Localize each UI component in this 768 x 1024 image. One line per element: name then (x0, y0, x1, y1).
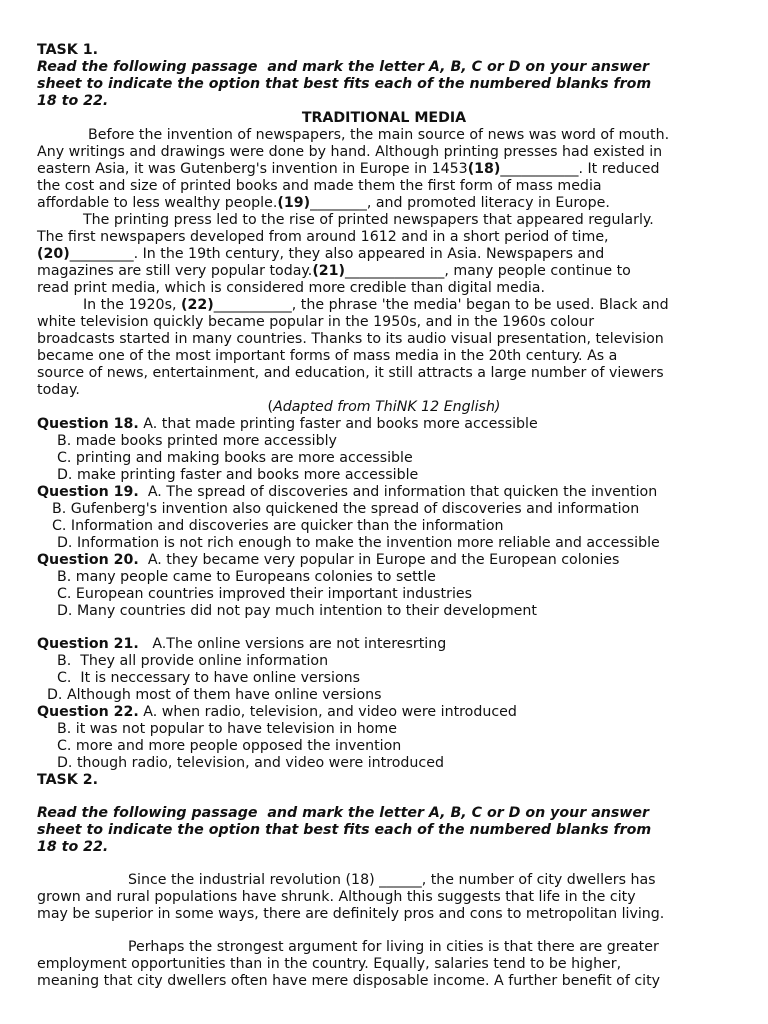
passage-line: broadcasts started in many countries. Thanks to its audio visual presentation, television (37, 331, 664, 347)
blank-number-19: (19) (277, 195, 311, 211)
blank-number-22: (22) (181, 297, 214, 313)
answer-option: C. European countries improved their important industries (57, 586, 473, 602)
task2-instruction-line: Read the following passage and mark the letter A, B, C or D on your answer (37, 805, 650, 821)
question-18: Question 18. A. that made printing faster and books more accessible (37, 416, 538, 432)
answer-option: C. It is neccessary to have online versions (57, 670, 361, 686)
passage-line: source of news, entertainment, and education, it still attracts a large number of viewers (37, 365, 664, 381)
answer-option: C. more and more people opposed the invention (57, 738, 402, 754)
answer-option: B. Gufenberg's invention also quickened the spread of discoveries and information (52, 501, 640, 517)
passage-line: white television quickly became popular in the 1950s, and in the 1960s colour (37, 314, 595, 330)
passage-line: read print media, which is considered more credible than digital media. (37, 280, 545, 296)
task1-instruction-line: Read the following passage and mark the letter A, B, C or D on your answer (37, 59, 650, 75)
answer-option: D. make printing faster and books more accessible (57, 467, 419, 483)
task2-instruction-line: sheet to indicate the option that best fits each of the numbered blanks from (37, 822, 652, 838)
blank-number-21: (21) (312, 263, 346, 279)
passage-line: Before the invention of newspapers, the main source of news was word of mouth. (88, 127, 670, 143)
answer-option: D. Information is not rich enough to make the invention more reliable and accessible (57, 535, 660, 551)
passage2-line: may be superior in some ways, there are definitely pros and cons to metropolitan living. (37, 906, 665, 922)
passage-line: Any writings and drawings were done by hand. Although printing presses had existed in (37, 144, 663, 160)
task1-instruction-line: 18 to 22. (37, 93, 109, 109)
passage2-line: employment opportunities than in the country. Equally, salaries tend to be higher, (37, 956, 622, 972)
passage2-line: Perhaps the strongest argument for living in cities is that there are greater (128, 939, 659, 955)
question-21: Question 21. A.The online versions are not interesrting (37, 636, 447, 652)
passage-title: TRADITIONAL MEDIA (301, 110, 467, 126)
answer-option: B. They all provide online information (57, 653, 329, 669)
passage-line: affordable to less wealthy people.(19)________, and promoted literacy in Europe. (37, 195, 610, 211)
answer-option: B. made books printed more accessibly (57, 433, 337, 449)
answer-option: D. Although most of them have online versions (47, 687, 382, 703)
answer-option: B. many people came to Europeans colonies to settle (57, 569, 436, 585)
passage-line: The printing press led to the rise of printed newspapers that appeared regularly. (83, 212, 654, 228)
answer-option: C. Information and discoveries are quicker than the information (52, 518, 504, 534)
source-citation: (Adapted from ThiNK 12 English) (267, 399, 501, 415)
question-19: Question 19. A. The spread of discoveries and information that quicken the invention (37, 484, 658, 500)
task1-instruction-line: sheet to indicate the option that best fits each of the numbered blanks from (37, 76, 652, 92)
passage-line: (20)_________. In the 19th century, they also appeared in Asia. Newspapers and (37, 246, 605, 262)
passage-line: The first newspapers developed from around 1612 and in a short period of time, (37, 229, 609, 245)
passage-line: eastern Asia, it was Gutenberg's invention in Europe in 1453(18)___________. It reduced (37, 161, 660, 177)
passage2-line: meaning that city dwellers often have mere disposable income. A further benefit of city (37, 973, 661, 989)
answer-option: D. Many countries did not pay much intention to their development (57, 603, 537, 619)
answer-option: B. it was not popular to have television in home (57, 721, 397, 737)
answer-option: D. though radio, television, and video were introduced (57, 755, 444, 771)
passage-line: In the 1920s, (22)___________, the phrase 'the media' began to be used. Black and (83, 297, 669, 313)
task2-label: TASK 2. (37, 772, 98, 788)
answer-option: C. printing and making books are more accessible (57, 450, 413, 466)
passage2-line: grown and rural populations have shrunk. Although this suggests that life in the city (37, 889, 636, 905)
task2-instruction-line: 18 to 22. (37, 839, 109, 855)
document-page (37, 42, 731, 990)
question-20: Question 20. A. they became very popular in Europe and the European colonies (37, 552, 620, 568)
passage-line: magazines are still very popular today.(21)______________, many people continue to (37, 263, 631, 279)
blank-number-18: (18) (467, 161, 501, 177)
passage2-line: Since the industrial revolution (18) ______, the number of city dwellers has (128, 872, 656, 888)
passage-line: became one of the most important forms of mass media in the 20th century. As a (37, 348, 618, 364)
task1-label: TASK 1. (37, 42, 98, 58)
passage-line: today. (37, 382, 80, 398)
blank-number-20: (20) (37, 246, 70, 262)
question-22: Question 22. A. when radio, television, and video were introduced (37, 704, 517, 720)
passage-line: the cost and size of printed books and made them the first form of mass media (37, 178, 602, 194)
